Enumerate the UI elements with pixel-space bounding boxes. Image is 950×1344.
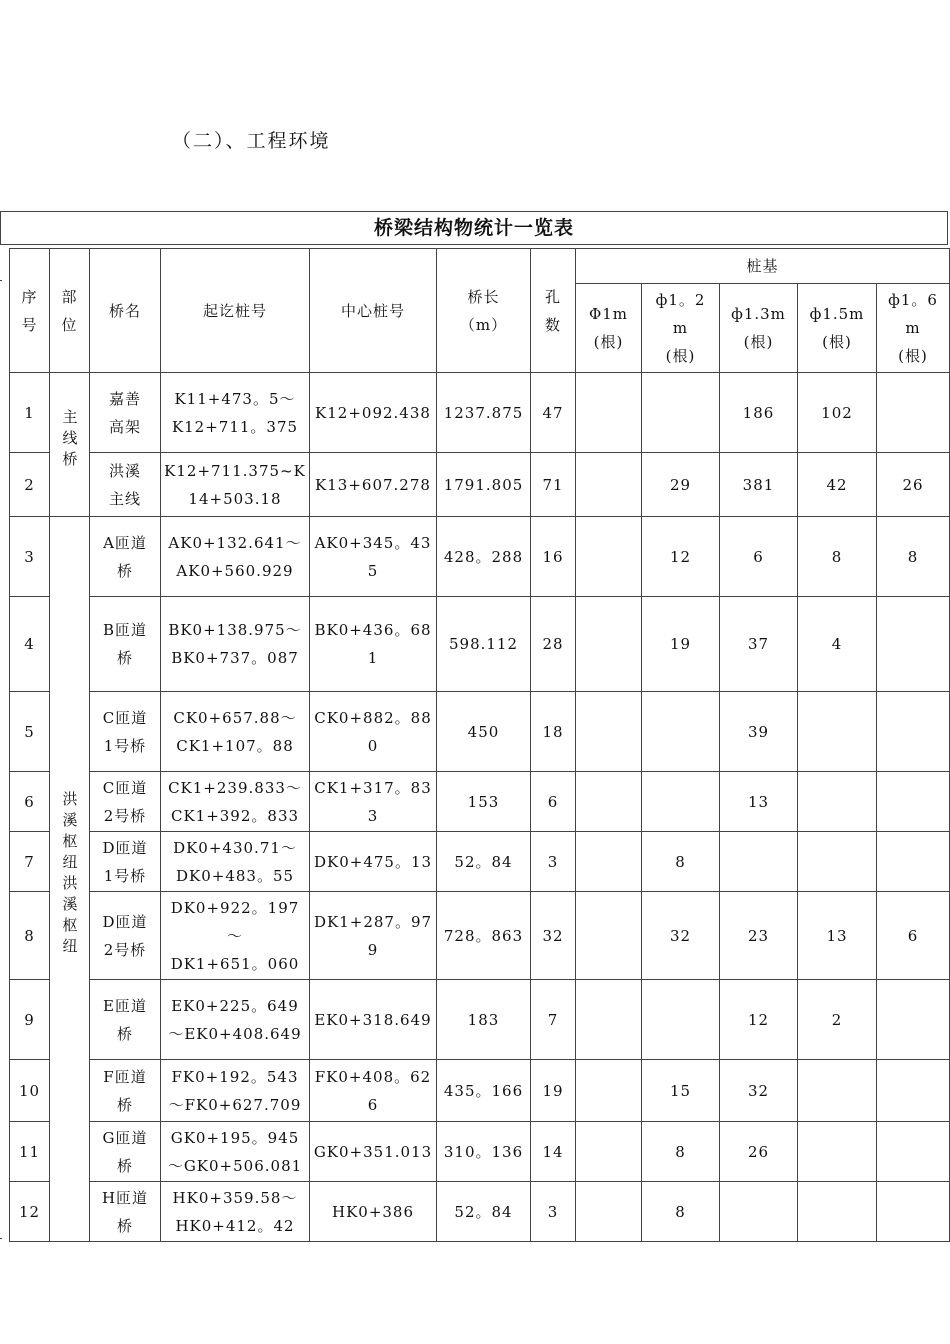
row-pile-1-2m: 15 — [642, 1060, 720, 1122]
row-pile-1m — [576, 692, 642, 772]
row-pile-1-5m: 102 — [798, 373, 877, 453]
row-pile-1-3m: 37 — [720, 597, 798, 692]
row-station-range: EK0+225。649 ～EK0+408.649 — [161, 980, 310, 1060]
row-spans: 16 — [531, 517, 576, 597]
row-spans: 14 — [531, 1122, 576, 1182]
row-spans: 3 — [531, 1182, 576, 1242]
row-pile-1-6m — [877, 772, 950, 832]
row-seq: 1 — [10, 373, 50, 453]
table-row — [10, 517, 950, 597]
row-pile-1-2m: 8 — [642, 1182, 720, 1242]
row-pile-1-3m: 23 — [720, 892, 798, 980]
row-pile-1-2m: 12 — [642, 517, 720, 597]
row-pile-1m — [576, 980, 642, 1060]
row-length: 1791.805 — [437, 453, 531, 517]
row-station-range: DK0+922。197 ～ DK1+651。060 — [161, 892, 310, 980]
row-pile-1-6m — [877, 832, 950, 892]
row-pile-1-6m — [877, 1122, 950, 1182]
table-row — [10, 892, 950, 980]
row-pile-1-5m — [798, 1122, 877, 1182]
row-seq: 2 — [10, 453, 50, 517]
row-pile-1-5m: 4 — [798, 597, 877, 692]
row-pile-1-2m — [642, 692, 720, 772]
row-station-range: BK0+138.975～ BK0+737。087 — [161, 597, 310, 692]
row-pile-1-2m: 32 — [642, 892, 720, 980]
bridge-statistics-table — [9, 248, 950, 1242]
row-seq: 5 — [10, 692, 50, 772]
row-seq: 4 — [10, 597, 50, 692]
row-bridge-name: C匝道 1号桥 — [90, 692, 161, 772]
row-pile-1-3m: 39 — [720, 692, 798, 772]
row-pile-1-3m: 26 — [720, 1122, 798, 1182]
table-row — [10, 692, 950, 772]
row-center-station: GK0+351.013 — [310, 1122, 437, 1182]
row-seq: 10 — [10, 1060, 50, 1122]
row-station-range: HK0+359.58～ HK0+412。42 — [161, 1182, 310, 1242]
row-pile-1-6m — [877, 1060, 950, 1122]
row-pile-1-6m — [877, 597, 950, 692]
header-pile-1m: Φ1m (根) — [576, 284, 642, 373]
row-seq: 9 — [10, 980, 50, 1060]
row-center-station: HK0+386 — [310, 1182, 437, 1242]
header-pile-1-2m: ф1。2 m (根) — [642, 284, 720, 373]
header-station-range: 起讫桩号 — [161, 249, 310, 373]
row-pile-1-2m: 8 — [642, 1122, 720, 1182]
row-spans: 19 — [531, 1060, 576, 1122]
row-spans: 28 — [531, 597, 576, 692]
row-center-station: CK0+882。88 0 — [310, 692, 437, 772]
row-seq: 12 — [10, 1182, 50, 1242]
row-station-range: K11+473。5～ K12+711。375 — [161, 373, 310, 453]
table-row — [10, 1060, 950, 1122]
row-length: 52。84 — [437, 832, 531, 892]
row-spans: 6 — [531, 772, 576, 832]
header-piles: 桩基 — [576, 249, 950, 284]
row-pile-1-2m: 19 — [642, 597, 720, 692]
header-row-1 — [10, 249, 950, 284]
row-center-station: DK1+287。97 9 — [310, 892, 437, 980]
row-pile-1-2m: 29 — [642, 453, 720, 517]
header-seq: 序 号 — [10, 249, 50, 373]
row-seq: 7 — [10, 832, 50, 892]
row-pile-1-3m — [720, 1182, 798, 1242]
row-pile-1-2m — [642, 373, 720, 453]
row-spans: 7 — [531, 980, 576, 1060]
edge-mark — [0, 1238, 2, 1239]
row-pile-1m — [576, 517, 642, 597]
header-center-station: 中心桩号 — [310, 249, 437, 373]
row-spans: 47 — [531, 373, 576, 453]
row-bridge-name: D匝道 1号桥 — [90, 832, 161, 892]
row-pile-1m — [576, 892, 642, 980]
row-pile-1m — [576, 597, 642, 692]
row-pile-1-3m: 12 — [720, 980, 798, 1060]
table-row — [10, 373, 950, 453]
row-spans: 71 — [531, 453, 576, 517]
header-pile-1-5m: ф1.5m (根) — [798, 284, 877, 373]
row-station-range: AK0+132.641～ AK0+560.929 — [161, 517, 310, 597]
row-pile-1m — [576, 1182, 642, 1242]
header-length: 桥长 （m） — [437, 249, 531, 373]
table-row — [10, 1122, 950, 1182]
row-length: 428。288 — [437, 517, 531, 597]
row-bridge-name: 洪溪 主线 — [90, 453, 161, 517]
row-spans: 3 — [531, 832, 576, 892]
row-seq: 11 — [10, 1122, 50, 1182]
row-bridge-name: F匝道 桥 — [90, 1060, 161, 1122]
table-row — [10, 980, 950, 1060]
row-pile-1m — [576, 373, 642, 453]
row-bridge-name: A匝道 桥 — [90, 517, 161, 597]
row-pile-1m — [576, 1122, 642, 1182]
row-pile-1-5m: 13 — [798, 892, 877, 980]
header-part: 部 位 — [50, 249, 90, 373]
row-pile-1-5m — [798, 692, 877, 772]
row-center-station: CK1+317。83 3 — [310, 772, 437, 832]
row-seq: 8 — [10, 892, 50, 980]
row-pile-1-6m: 8 — [877, 517, 950, 597]
part-main-line — [50, 373, 90, 517]
row-pile-1-2m — [642, 980, 720, 1060]
row-length: 598.112 — [437, 597, 531, 692]
row-bridge-name: B匝道 桥 — [90, 597, 161, 692]
row-pile-1-5m — [798, 1182, 877, 1242]
row-pile-1-6m: 6 — [877, 892, 950, 980]
part-label: 洪溪枢纽洪溪枢纽 — [60, 790, 79, 959]
part-label: 主线桥 — [60, 408, 79, 472]
row-pile-1-5m: 8 — [798, 517, 877, 597]
header-bridge-name: 桥名 — [90, 249, 161, 373]
row-pile-1-2m — [642, 772, 720, 832]
row-length: 52。84 — [437, 1182, 531, 1242]
row-center-station: EK0+318.649 — [310, 980, 437, 1060]
row-center-station: FK0+408。62 6 — [310, 1060, 437, 1122]
row-length: 153 — [437, 772, 531, 832]
row-length: 183 — [437, 980, 531, 1060]
row-pile-1-5m — [798, 772, 877, 832]
section-heading: （二）、工程环境 — [172, 130, 331, 152]
row-center-station: K13+607.278 — [310, 453, 437, 517]
row-pile-1-3m: 32 — [720, 1060, 798, 1122]
header-pile-1-3m: ф1.3m (根) — [720, 284, 798, 373]
row-pile-1-5m: 42 — [798, 453, 877, 517]
row-pile-1-5m — [798, 1060, 877, 1122]
row-pile-1m — [576, 832, 642, 892]
row-pile-1-5m: 2 — [798, 980, 877, 1060]
row-pile-1m — [576, 453, 642, 517]
row-bridge-name: E匝道 桥 — [90, 980, 161, 1060]
row-bridge-name: C匝道 2号桥 — [90, 772, 161, 832]
row-bridge-name: H匝道 桥 — [90, 1182, 161, 1242]
row-spans: 32 — [531, 892, 576, 980]
row-bridge-name: 嘉善 高架 — [90, 373, 161, 453]
row-station-range: CK0+657.88～ CK1+107。88 — [161, 692, 310, 772]
row-length: 728。863 — [437, 892, 531, 980]
row-length: 1237.875 — [437, 373, 531, 453]
row-pile-1-6m — [877, 980, 950, 1060]
table-row — [10, 597, 950, 692]
row-station-range: GK0+195。945 ～GK0+506.081 — [161, 1122, 310, 1182]
row-bridge-name: D匝道 2号桥 — [90, 892, 161, 980]
row-station-range: DK0+430.71～ DK0+483。55 — [161, 832, 310, 892]
table-row — [10, 453, 950, 517]
row-pile-1m — [576, 772, 642, 832]
row-pile-1-3m: 381 — [720, 453, 798, 517]
row-pile-1-6m — [877, 1182, 950, 1242]
row-pile-1-3m: 186 — [720, 373, 798, 453]
row-seq: 6 — [10, 772, 50, 832]
table-title: 桥梁结构物统计一览表 — [0, 211, 948, 245]
row-pile-1-3m: 13 — [720, 772, 798, 832]
row-pile-1m — [576, 1060, 642, 1122]
table-row — [10, 772, 950, 832]
row-center-station: K12+092.438 — [310, 373, 437, 453]
row-length: 310。136 — [437, 1122, 531, 1182]
row-pile-1-6m — [877, 692, 950, 772]
row-pile-1-3m — [720, 832, 798, 892]
part-hub — [50, 517, 90, 1242]
row-pile-1-2m: 8 — [642, 832, 720, 892]
row-length: 435。166 — [437, 1060, 531, 1122]
row-pile-1-3m: 6 — [720, 517, 798, 597]
row-spans: 18 — [531, 692, 576, 772]
row-pile-1-5m — [798, 832, 877, 892]
row-center-station: BK0+436。68 1 — [310, 597, 437, 692]
header-pile-1-6m: ф1。6 m (根) — [877, 284, 950, 373]
edge-mark — [0, 280, 2, 281]
row-station-range: FK0+192。543 ～FK0+627.709 — [161, 1060, 310, 1122]
header-spans: 孔 数 — [531, 249, 576, 373]
table-row — [10, 1182, 950, 1242]
row-pile-1-6m: 26 — [877, 453, 950, 517]
row-station-range: K12+711.375~K 14+503.18 — [161, 453, 310, 517]
row-length: 450 — [437, 692, 531, 772]
row-station-range: CK1+239.833～ CK1+392。833 — [161, 772, 310, 832]
row-center-station: DK0+475。13 — [310, 832, 437, 892]
row-bridge-name: G匝道 桥 — [90, 1122, 161, 1182]
row-pile-1-6m — [877, 373, 950, 453]
table-row — [10, 832, 950, 892]
row-center-station: AK0+345。43 5 — [310, 517, 437, 597]
row-seq: 3 — [10, 517, 50, 597]
